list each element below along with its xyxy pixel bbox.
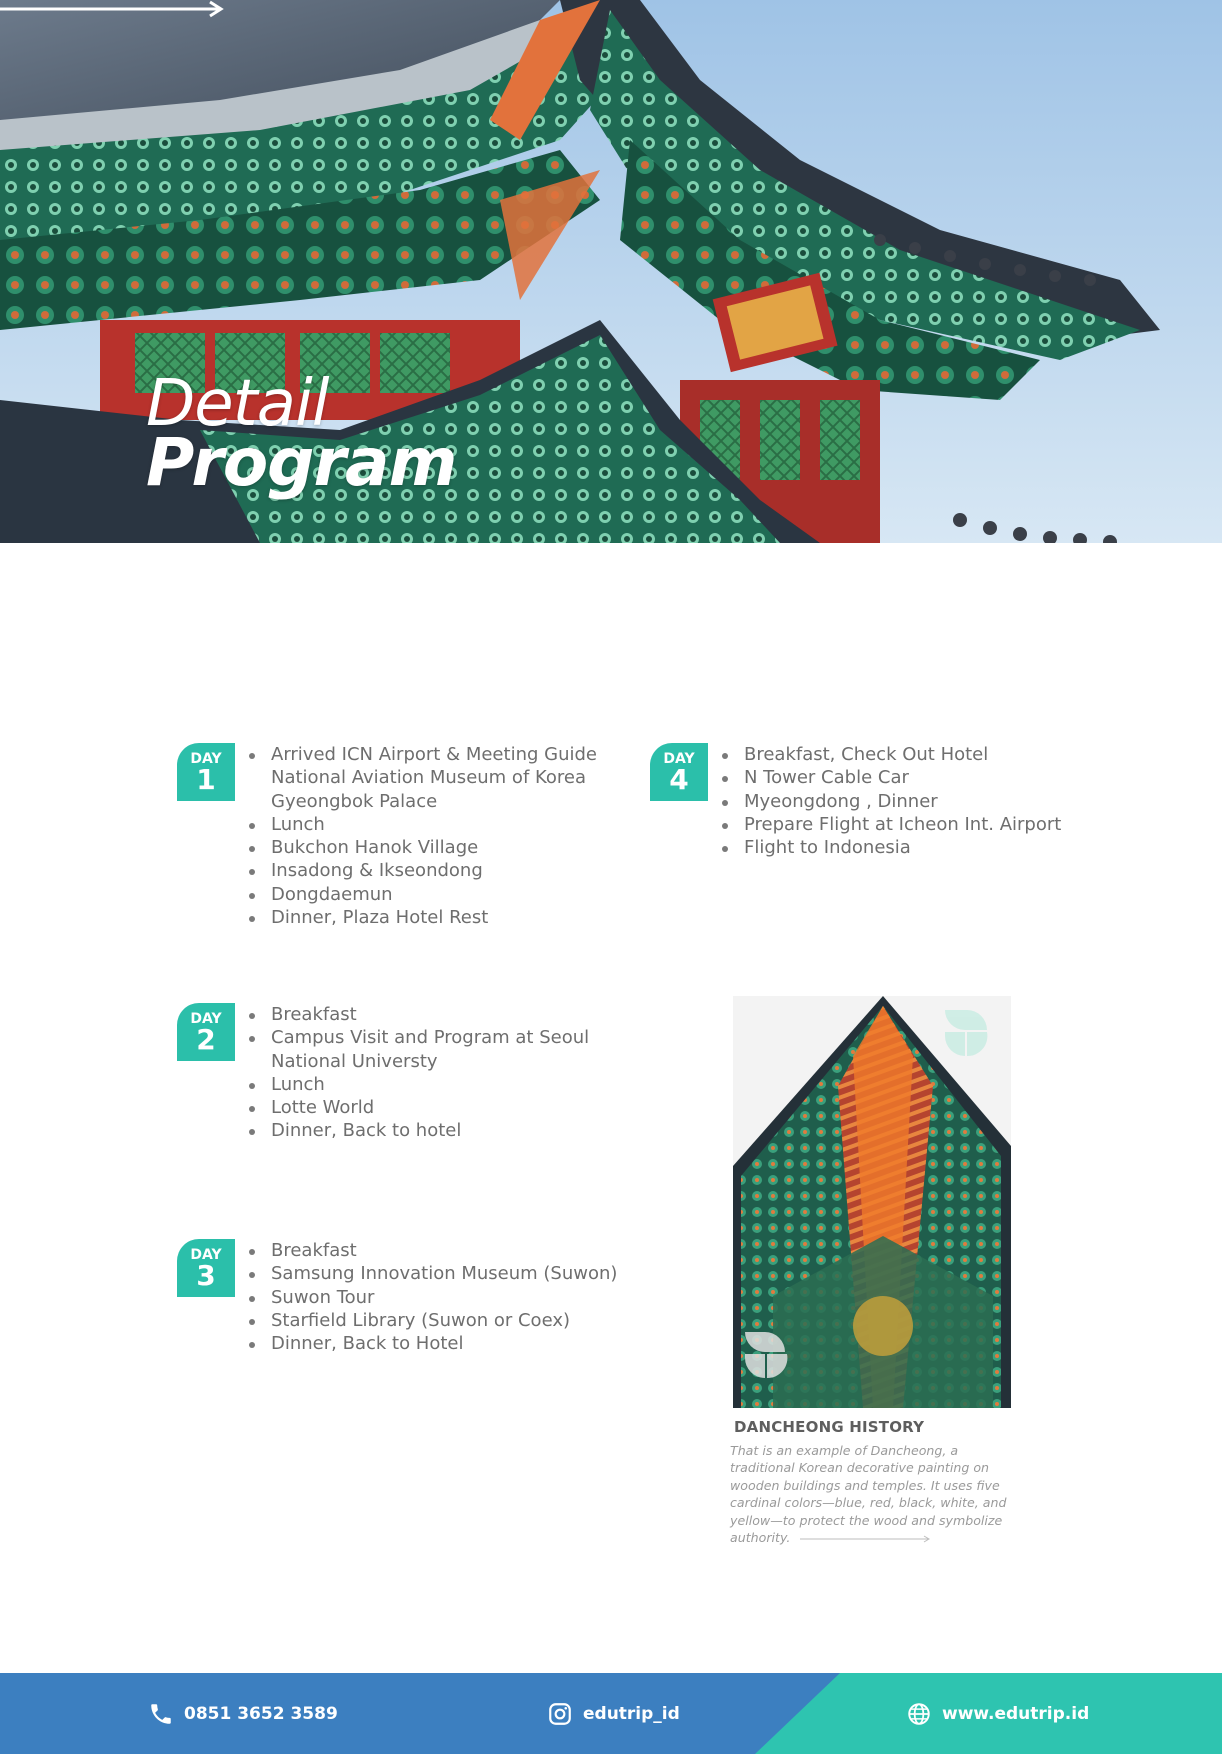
dancheong-image — [733, 996, 1011, 1408]
list-item: Dongdaemun — [247, 883, 597, 906]
day-itinerary — [247, 1003, 589, 1143]
phone-icon — [148, 1701, 174, 1727]
list-item: Breakfast — [247, 1003, 589, 1026]
day-number: 4 — [669, 763, 689, 796]
day-badge — [177, 743, 235, 801]
website-url: www.edutrip.id — [942, 1703, 1090, 1724]
day-itinerary — [720, 743, 1061, 859]
dancheong-photo — [733, 996, 1011, 1408]
instagram-handle: edutrip_id — [583, 1703, 680, 1724]
day-number: 1 — [196, 763, 216, 796]
list-item: Prepare Flight at Icheon Int. Airport — [720, 813, 1061, 836]
day-itinerary — [247, 1239, 617, 1355]
list-item: Samsung Innovation Museum (Suwon) — [247, 1262, 617, 1285]
day-number: 2 — [196, 1023, 216, 1056]
list-item: Myeongdong , Dinner — [720, 790, 1061, 813]
dancheong-history-title: DANCHEONG HISTORY — [734, 1418, 925, 1436]
footer-phone[interactable] — [148, 1673, 338, 1754]
list-item: Breakfast, Check Out Hotel — [720, 743, 1061, 766]
description-text: That is an example of Dancheong, a traditional Korean decorative painting on wooden buildings and temples. It uses five cardinal colors—blue, red, black, white, and yellow—to protect the wood and symbolize authority. — [730, 1443, 1007, 1546]
list-item: Campus Visit and Program at Seoul — [247, 1026, 589, 1049]
arrow-right-icon — [800, 1535, 932, 1543]
list-item: Dinner, Back to Hotel — [247, 1332, 617, 1355]
dancheong-history-description — [730, 1442, 1020, 1546]
day-badge — [650, 743, 708, 801]
list-item: Breakfast — [247, 1239, 617, 1262]
day-badge — [177, 1239, 235, 1297]
title-line-detail: Detail — [146, 367, 329, 441]
instagram-icon — [547, 1701, 573, 1727]
list-item: National Universty — [271, 1050, 438, 1072]
arrow-right-icon — [0, 0, 226, 18]
list-item: Bukchon Hanok Village — [247, 836, 597, 859]
day-itinerary — [247, 743, 597, 929]
title-line-program: Program — [146, 424, 457, 501]
day-number: 3 — [196, 1259, 216, 1292]
list-item: Lunch — [247, 1073, 589, 1096]
day-label: DAY — [190, 751, 222, 767]
list-item: Arrived ICN Airport & Meeting Guide — [247, 743, 597, 766]
day-badge — [177, 1003, 235, 1061]
list-item: Insadong & Ikseondong — [247, 859, 597, 882]
list-item: Suwon Tour — [247, 1286, 617, 1309]
list-item: Gyeongbok Palace — [271, 790, 438, 812]
footer-website[interactable] — [906, 1673, 1089, 1754]
day-label: DAY — [190, 1247, 222, 1263]
footer-instagram[interactable] — [547, 1673, 680, 1754]
list-item: Dinner, Plaza Hotel Rest — [247, 906, 597, 929]
globe-icon — [906, 1701, 932, 1727]
list-item: Flight to Indonesia — [720, 836, 1061, 859]
list-item: Lotte World — [247, 1096, 589, 1119]
phone-number: 0851 3652 3589 — [184, 1703, 338, 1724]
list-item: Starfield Library (Suwon or Coex) — [247, 1309, 617, 1332]
day-label: DAY — [663, 751, 695, 767]
hero-banner — [0, 0, 1222, 543]
day-label: DAY — [190, 1011, 222, 1027]
list-item: Lunch — [247, 813, 597, 836]
list-item: National Aviation Museum of Korea — [271, 767, 587, 789]
page-title — [146, 367, 457, 501]
list-item: N Tower Cable Car — [720, 766, 1061, 789]
footer-bar — [0, 1673, 1222, 1754]
list-item: Dinner, Back to hotel — [247, 1119, 589, 1142]
